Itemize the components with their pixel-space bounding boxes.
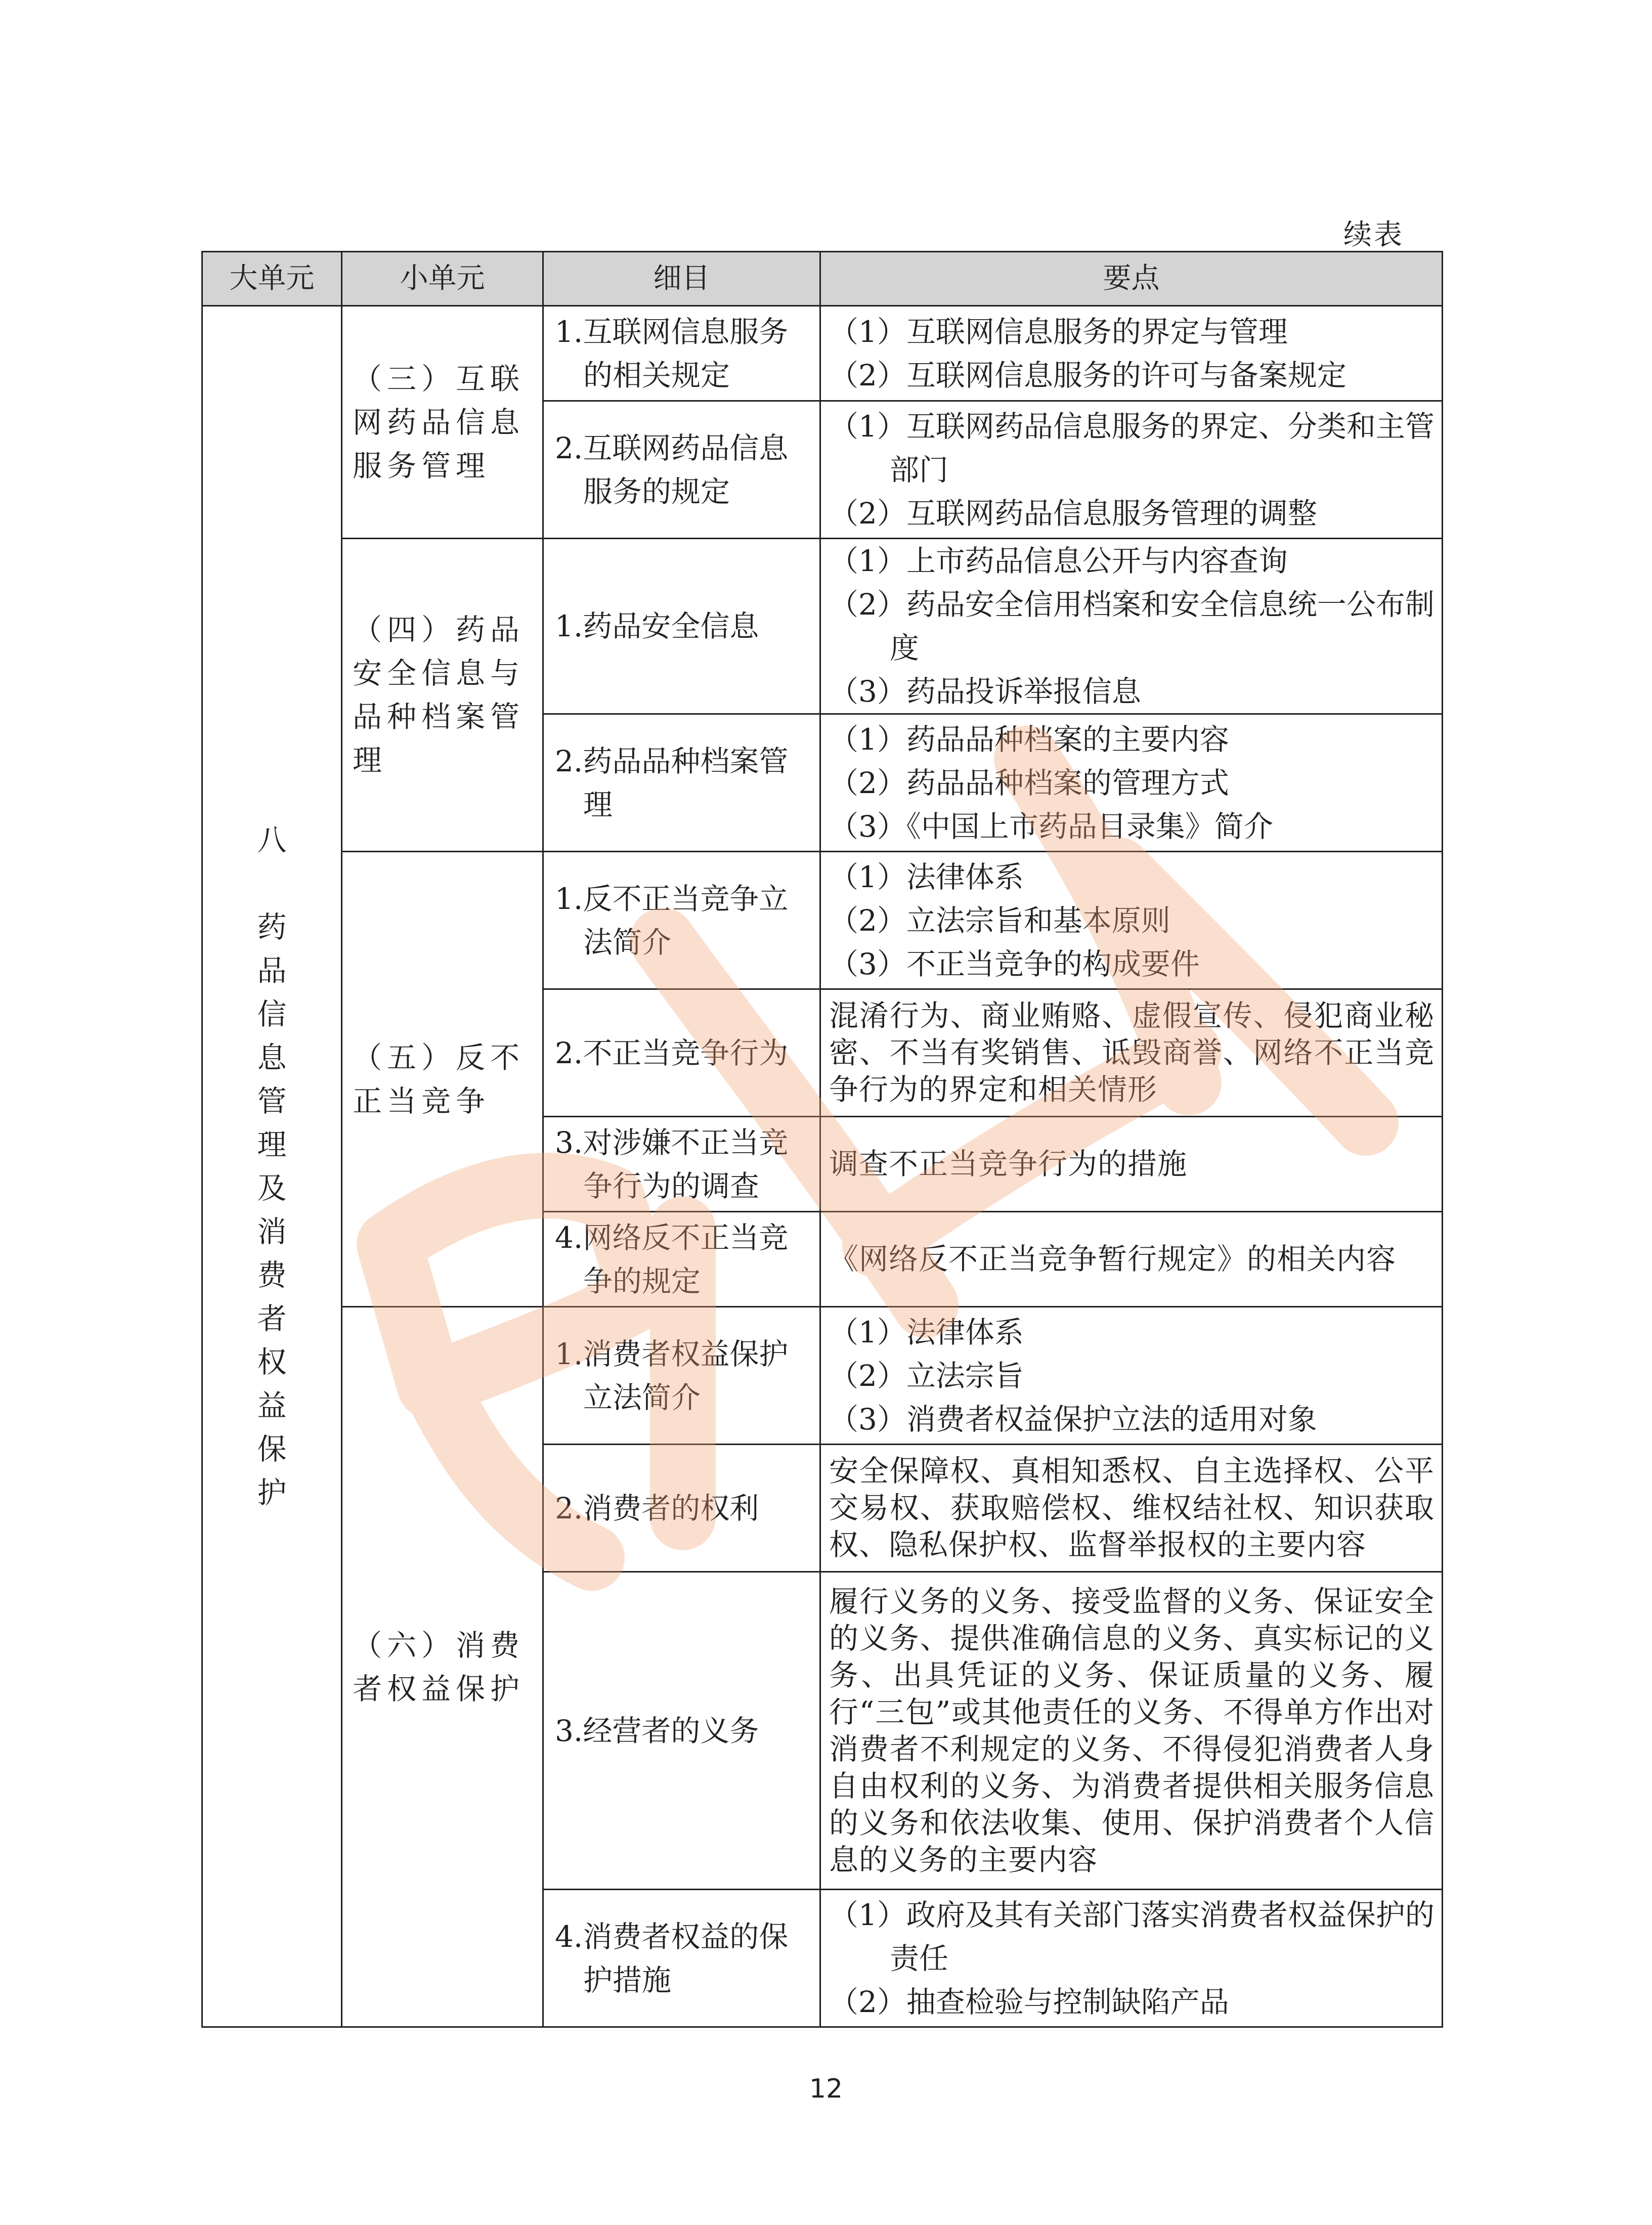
table-row [202, 1307, 1443, 1445]
key-point: （2）互联网信息服务的许可与备案规定 [829, 358, 1346, 392]
detail-item-text: 3.经营者的义务 [555, 1713, 759, 1748]
key-points-cell [820, 306, 1443, 401]
key-points-cell [820, 1445, 1443, 1572]
key-point: （1）上市药品信息公开与内容查询 [829, 544, 1288, 578]
key-points-cell [820, 989, 1443, 1117]
detail-item [543, 1117, 820, 1212]
key-points-cell [820, 1117, 1443, 1212]
header-key-points: 要点 [820, 252, 1443, 306]
table-row [202, 852, 1443, 989]
key-point: （1）互联网药品信息服务的界定、分类和主管部门 [829, 409, 1434, 487]
detail-item-text: 2.互联网药品信息服务的规定 [555, 430, 789, 509]
detail-item [543, 852, 820, 989]
key-point: （3）消费者权益保护立法的适用对象 [829, 1402, 1317, 1436]
table-row [202, 306, 1443, 401]
header-sub-unit: 小单元 [342, 252, 543, 306]
key-point: （1）药品品种档案的主要内容 [829, 722, 1229, 757]
key-point: （3）《中国上市药品目录集》简介 [829, 809, 1273, 844]
major-unit-title: 药品信息管理及消费者权益保护 [257, 910, 287, 1510]
table-row [202, 539, 1443, 714]
detail-item [543, 1212, 820, 1307]
detail-item [543, 714, 820, 852]
key-points-cell [820, 852, 1443, 989]
key-point: （1）法律体系 [829, 1315, 1024, 1349]
key-point: （2）抽查检验与控制缺陷产品 [829, 1984, 1229, 2019]
key-points-cell [820, 1307, 1443, 1445]
key-point-paragraph: 安全保障权、真相知悉权、自主选择权、公平交易权、获取赔偿权、维权结社权、知识获取权、隐私保护权、监督举报权的主要内容 [829, 1454, 1434, 1562]
major-unit-number: 八 [257, 823, 287, 857]
sub-unit-label: （六）消费者权益保护 [342, 1307, 543, 2027]
detail-item-text: 1.消费者权益保护立法简介 [555, 1336, 789, 1415]
header-detail-item: 细目 [543, 252, 820, 306]
key-points-cell [820, 1890, 1443, 2027]
key-point: （1）政府及其有关部门落实消费者权益保护的责任 [829, 1897, 1434, 1976]
detail-item-text: 1.药品安全信息 [555, 609, 759, 643]
key-point-paragraph: 履行义务的义务、接受监督的义务、保证安全的义务、提供准确信息的义务、真实标记的义务、出具凭证的义务、保证质量的义务、履行“三包”或其他责任的义务、不得单方作出对消费者不利规定的义务、不得侵犯消费者人身自由权利的义务、为消费者提供相关服务信息的义务和依法收集、使用、保护消费者个人信息的义务的主要内容 [829, 1584, 1434, 1877]
detail-item [543, 1445, 820, 1572]
sub-unit-label: （三）互联网药品信息服务管理 [342, 306, 543, 539]
sub-unit-label: （五）反不正当竞争 [342, 852, 543, 1307]
detail-item [543, 1572, 820, 1890]
detail-item-text: 4.消费者权益的保护措施 [555, 1919, 789, 1997]
key-points-cell [820, 401, 1443, 539]
detail-item [543, 401, 820, 539]
table-header-row [202, 252, 1443, 306]
key-point: （1）法律体系 [829, 859, 1024, 894]
syllabus-table [201, 251, 1443, 2028]
detail-item-text: 4.网络反不正当竞争的规定 [555, 1220, 789, 1298]
key-point: （2）立法宗旨 [829, 1358, 1024, 1393]
continued-table-label: 续表 [1343, 219, 1404, 251]
detail-item-text: 1.互联网信息服务的相关规定 [555, 314, 789, 392]
detail-item [543, 1307, 820, 1445]
key-points-cell [820, 1212, 1443, 1307]
page-number: 12 [809, 2074, 843, 2104]
detail-item-text: 1.反不正当竞争立法简介 [555, 881, 789, 959]
key-point: （3）不正当竞争的构成要件 [829, 946, 1200, 981]
key-points-cell [820, 1572, 1443, 1890]
detail-item [543, 306, 820, 401]
key-point: （3）药品投诉举报信息 [829, 674, 1141, 709]
key-points-cell [820, 714, 1443, 852]
detail-item [543, 1890, 820, 2027]
detail-item-text: 2.药品品种档案管理 [555, 744, 789, 822]
key-point: （2）立法宗旨和基本原则 [829, 903, 1170, 938]
detail-item-text: 2.不正当竞争行为 [555, 1035, 789, 1070]
key-point: （1）互联网信息服务的界定与管理 [829, 314, 1288, 349]
key-point-paragraph: 混淆行为、商业贿赂、虚假宣传、侵犯商业秘密、不当有奖销售、诋毁商誉、网络不正当竞争行为的界定和相关情形 [829, 998, 1434, 1107]
key-point: （2）药品品种档案的管理方式 [829, 765, 1229, 800]
key-point-paragraph: 调查不正当竞争行为的措施 [829, 1147, 1188, 1181]
key-point: （2）药品安全信用档案和安全信息统一公布制度 [829, 587, 1434, 665]
key-point-paragraph: 《网络反不正当竞争暂行规定》的相关内容 [829, 1242, 1397, 1276]
major-unit-cell [202, 306, 342, 2027]
detail-item-text: 3.对涉嫌不正当竞争行为的调查 [555, 1125, 789, 1203]
detail-item-text: 2.消费者的权利 [555, 1491, 759, 1525]
key-points-cell [820, 539, 1443, 714]
key-point: （2）互联网药品信息服务管理的调整 [829, 496, 1317, 531]
header-major-unit: 大单元 [202, 252, 342, 306]
detail-item [543, 989, 820, 1117]
sub-unit-label: （四）药品安全信息与品种档案管理 [342, 539, 543, 852]
detail-item [543, 539, 820, 714]
